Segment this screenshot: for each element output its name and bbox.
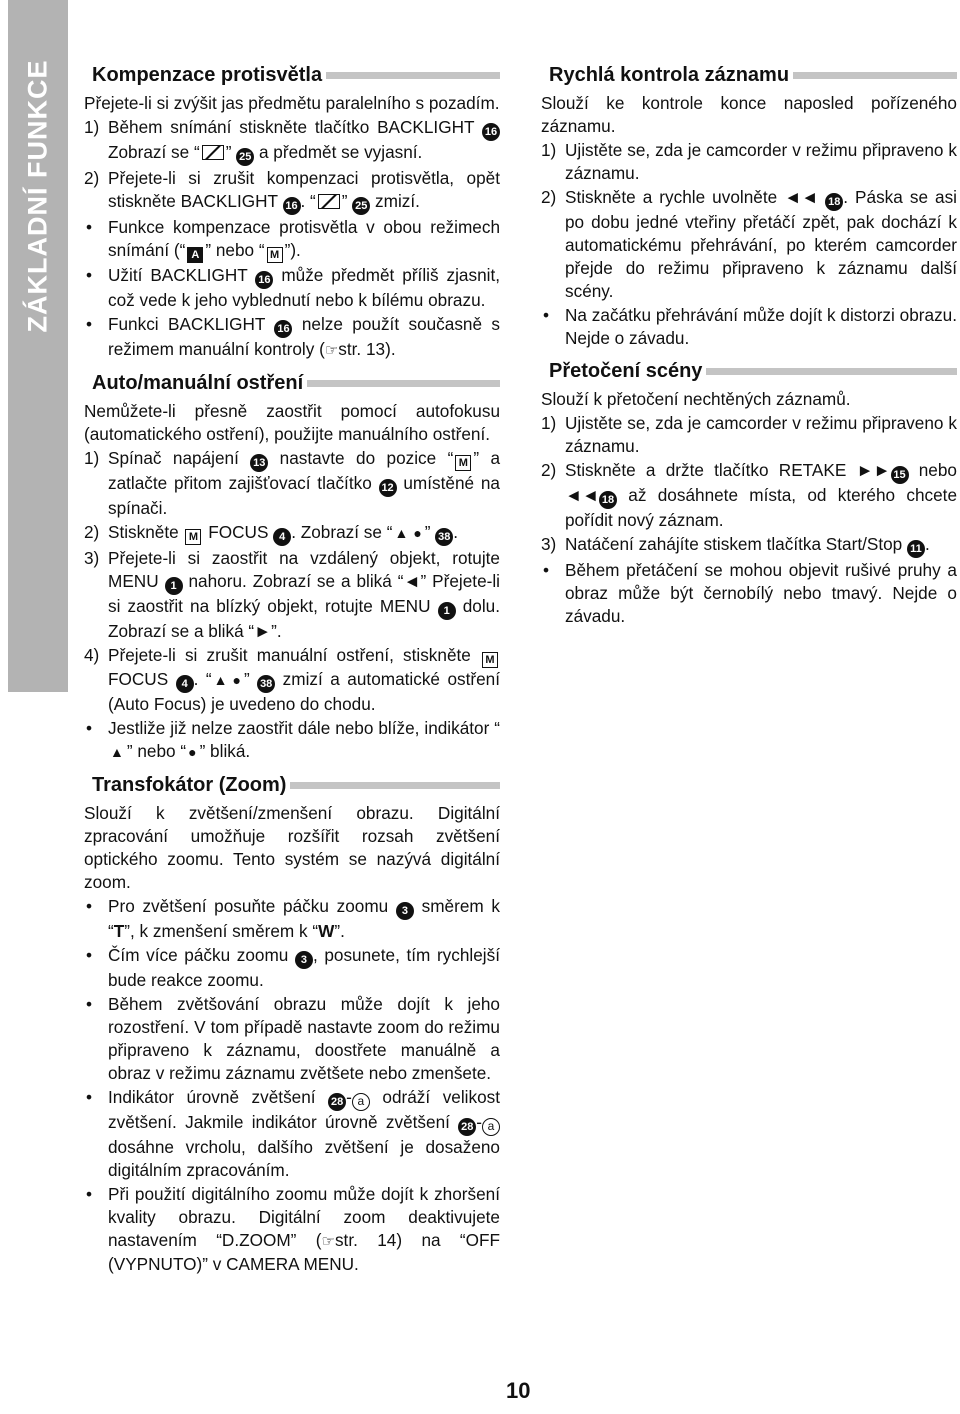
step-1: 1) Spínač napájení 13 nastavte do pozice “ M ” a zatlačte přitom zajišťovací tlačítko 12 umístěné na spínači. xyxy=(84,448,501,518)
bullet-note: • Indikátor úrovně zvětšení 28 - a odráží velikost zvětšení. Jakmile indikátor úrovně zvětšení 28 - a dosáhne vrcholu, dalšího zvětšení je dosaženo digitálním zpracováním. xyxy=(86,1087,500,1180)
hand-pointer-icon: ☞ xyxy=(321,1233,335,1250)
callout-28: 28 xyxy=(458,1118,476,1136)
callout-18: 18 xyxy=(599,491,617,509)
right-arrow-icon: ► xyxy=(254,621,272,641)
heading-text: Přetočení scény xyxy=(541,356,706,386)
backlight-icon xyxy=(318,194,340,209)
callout-28: 28 xyxy=(328,1093,346,1111)
step-2: 2) Stiskněte a rychle uvolněte ◄◄ 18 . Páska se asi po dobu jedné vteřiny přetáčí zpět, pak dochází k automatickému přehrávání, po kterém camcorder přejde do režimu připraveno k záznamu další scény. xyxy=(541,187,957,301)
step-3: 3) Přejete-li si zaostřit na vzdálený objekt, rotujte MENU 1 nahoru. Zobrazí se a bliká “◄” Přejete-li si zaostřit na blízký objekt, rotujte MENU 1 dolu. Zobrazí se a bliká “►”. xyxy=(84,548,501,641)
section-intro: Slouží k přetočení nechtěných záznamů. xyxy=(541,389,851,409)
callout-1: 1 xyxy=(438,602,456,620)
section-zoom xyxy=(84,770,500,1276)
step-2: 2) Stiskněte M FOCUS 4 . Zobrazí se “ ▲ ● ” 38 . xyxy=(84,521,500,546)
backlight-icon xyxy=(202,145,224,160)
far-focus-icon: ▲ xyxy=(394,525,410,541)
heading-text: Transfokátor (Zoom) xyxy=(84,770,290,800)
callout-25: 25 xyxy=(236,148,254,166)
bullet-note: • Funkci BACKLIGHT 16 nelze použít současně s režimem manuální kontroly (☞str. 13). xyxy=(86,314,501,359)
callout-16: 16 xyxy=(283,197,301,215)
bullet-note: • Funkce kompenzace protisvětla v obou režimech snímání (“ A ” nebo “ M ”). xyxy=(86,217,500,261)
left-column xyxy=(84,60,500,1282)
section-heading xyxy=(541,356,957,386)
rewind-icon: ◄◄ xyxy=(565,485,600,505)
step-1: 1) Ujistěte se, zda je camcorder v režimu připraveno k záznamu. xyxy=(541,413,957,456)
step-2: 2) Přejete-li si zrušit kompenzaci protisvětla, opět stiskněte BACKLIGHT 16 . “ ” 25 zmizí. xyxy=(84,167,500,215)
heading-text: Rychlá kontrola záznamu xyxy=(541,60,793,90)
section-side-tab xyxy=(8,0,68,692)
manual-mode-icon: M xyxy=(185,529,201,545)
near-focus-icon: ● xyxy=(232,672,242,688)
section-backlight xyxy=(84,60,500,362)
bullet-note: • Na začátku přehrávání může dojít k distorzi obrazu. Nejde o závadu. xyxy=(543,305,957,348)
step-4: 4) Přejete-li si zrušit manuální ostření, stiskněte M FOCUS 4 . “ ▲ ● ” 38 zmizí a automatické ostření (Auto Focus) je uvedeno do chodu. xyxy=(84,645,500,714)
callout-4: 4 xyxy=(176,675,194,693)
callout-a: a xyxy=(352,1093,370,1111)
callout-38: 38 xyxy=(435,528,453,546)
section-heading xyxy=(84,60,500,90)
manual-mode-icon: M xyxy=(482,652,498,668)
callout-16: 16 xyxy=(482,123,500,141)
near-focus-icon: ● xyxy=(188,744,198,760)
heading-text: Kompenzace protisvětla xyxy=(84,60,326,90)
section-focus xyxy=(84,368,500,764)
section-heading xyxy=(84,368,500,398)
section-heading xyxy=(84,770,500,800)
step-2: 2) Stiskněte a držte tlačítko RETAKE ►► 15 nebo ◄◄ 18 až dosáhnete místa, od kterého chcete pořídit nový záznam. xyxy=(541,460,957,530)
callout-1: 1 xyxy=(165,577,183,595)
far-focus-icon: ▲ xyxy=(110,744,125,760)
callout-12: 12 xyxy=(379,479,397,497)
callout-16: 16 xyxy=(255,271,273,289)
bullet-note: • Při použití digitálního zoomu může dojít k zhoršení kvality obrazu. Digitální zoom deaktivujete nastavením “D.ZOOM” (☞str. 14) na “OFF (VYPNUTO)” v CAMERA MENU. xyxy=(86,1184,501,1274)
callout-3: 3 xyxy=(396,902,414,920)
section-intro: Slouží ke kontrole konce naposled pořízeného záznamu. xyxy=(541,93,957,136)
section-quick-review xyxy=(541,60,957,350)
near-focus-icon: ● xyxy=(413,525,423,541)
section-intro: Slouží k zvětšení/zmenšení obrazu. Digitální zpracování umožňuje rozšířit rozsah zvětšení optického zoomu. Tento systém se nazývá digitální zoom. xyxy=(84,803,500,892)
callout-3: 3 xyxy=(295,951,313,969)
step-3: 3) Natáčení zahájíte stiskem tlačítka Start/Stop 11 . xyxy=(541,533,957,558)
step-1: 1) Během snímání stiskněte tlačítko BACKLIGHT 16 Zobrazí se “ ” 25 a předmět se vyjasní. xyxy=(84,116,500,166)
callout-15: 15 xyxy=(891,466,909,484)
callout-25: 25 xyxy=(352,197,370,215)
auto-mode-icon: A xyxy=(187,247,203,263)
callout-a: a xyxy=(482,1118,500,1136)
callout-16: 16 xyxy=(274,320,292,338)
side-tab-label: ZÁKLADNÍ FUNKCE xyxy=(22,59,53,333)
page-number: 10 xyxy=(506,1378,531,1403)
bullet-note: • Užití BACKLIGHT 16 může předmět příliš zjasnit, což vede k jeho vyblednutí nebo k bílému obrazu. xyxy=(86,265,500,310)
hand-pointer-icon: ☞ xyxy=(324,342,339,359)
heading-text: Auto/manuální ostření xyxy=(84,368,307,398)
section-retake xyxy=(541,356,957,628)
section-intro: Přejete-li si zvýšit jas předmětu paralelního s pozadím. xyxy=(84,93,500,113)
callout-4: 4 xyxy=(273,528,291,546)
section-intro: Nemůžete-li přesně zaostřit pomocí autofokusu (automatického ostření), použijte manuálního ostření. xyxy=(84,401,500,444)
bullet-note: • Pro zvětšení posuňte páčku zoomu 3 směrem k “T”, k zmenšení směrem k “W”. xyxy=(86,896,501,941)
callout-18: 18 xyxy=(825,193,843,211)
rewind-icon: ◄◄ xyxy=(784,187,819,207)
far-focus-icon: ▲ xyxy=(213,672,229,688)
bullet-note: • Jestliže již nelze zaostřit dále nebo blíže, indikátor “▲ ” nebo “ ● ” bliká. xyxy=(84,717,500,764)
manual-mode-icon: M xyxy=(455,455,471,471)
left-arrow-icon: ◄ xyxy=(403,571,421,591)
callout-38: 38 xyxy=(257,675,275,693)
right-column xyxy=(541,60,957,634)
section-heading xyxy=(541,60,957,90)
callout-13: 13 xyxy=(250,454,268,472)
bullet-note: • Během přetáčení se mohou objevit rušivé pruhy a obraz může být černobílý nebo tmavý. Nejde o závadu. xyxy=(543,560,957,626)
step-1: 1) Ujistěte se, zda je camcorder v režimu připraveno k záznamu. xyxy=(541,140,957,183)
bullet-note: • Čím více páčku zoomu 3 , posunete, tím rychlejší bude reakce zoomu. xyxy=(86,945,500,990)
fast-forward-icon: ►► xyxy=(856,460,891,480)
callout-11: 11 xyxy=(907,540,925,558)
bullet-note: • Během zvětšování obrazu může dojít k jeho rozostření. V tom případě nastavte zoom do režimu připraveno k záznamu, doostřete manuálně a obraz v režimu záznamu zvětšete nebo zmenšete. xyxy=(86,994,500,1083)
manual-mode-icon: M xyxy=(267,247,283,263)
